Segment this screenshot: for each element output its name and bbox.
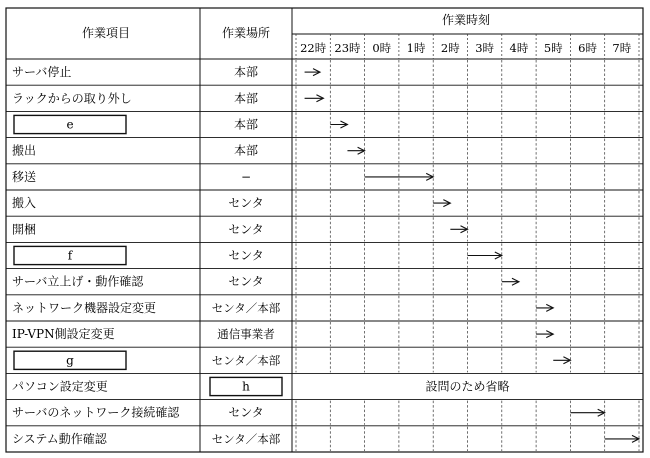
time-column-header: 作業時刻 (441, 13, 491, 27)
place-cell: 本部 (233, 117, 259, 132)
task-blank-label: e (66, 117, 74, 132)
place-cell: センタ (228, 248, 264, 263)
task-column-header: 作業項目 (81, 26, 131, 40)
task-cell: サーバのネットワーク接続確認 (12, 405, 180, 420)
place-cell: センタ／本部 (211, 353, 281, 368)
task-cell: 搬出 (12, 143, 37, 158)
place-cell: 通信事業者 (217, 327, 275, 342)
table-body (12, 64, 639, 446)
place-cell: センタ／本部 (211, 431, 281, 446)
omitted-note: 設問のため省略 (425, 379, 510, 394)
place-cell: センタ (228, 196, 264, 211)
task-cell: 移送 (12, 169, 37, 184)
hour-label: 4時 (509, 41, 529, 55)
hour-label: 22時 (300, 41, 327, 55)
task-cell: サーバ立上げ・動作確認 (12, 274, 144, 289)
task-blank-label: g (66, 353, 74, 368)
hour-label: 7時 (612, 41, 632, 55)
hour-label: 5時 (543, 41, 563, 55)
place-cell: センタ (228, 222, 264, 237)
task-cell: システム動作確認 (12, 431, 107, 446)
hour-label: 6時 (578, 41, 597, 55)
task-cell: パソコン設定変更 (12, 379, 108, 394)
hour-label: 3時 (475, 41, 495, 55)
place-cell: 本部 (233, 143, 259, 158)
hour-label: 1時 (406, 41, 426, 55)
task-cell: 開梱 (12, 222, 37, 237)
place-column-header: 作業場所 (221, 26, 271, 40)
place-cell: センタ (228, 405, 264, 420)
task-cell: サーバ停止 (12, 65, 72, 80)
task-cell: IP-VPN側設定変更 (12, 327, 115, 342)
table-header (82, 12, 632, 55)
place-cell: 本部 (233, 91, 259, 106)
place-cell: h (242, 379, 250, 394)
task-blank-label: f (67, 248, 73, 263)
task-cell: ネットワーク機器設定変更 (12, 300, 157, 315)
place-cell: センタ (228, 274, 264, 289)
place-cell: 本部 (233, 65, 259, 80)
hour-label: 2時 (440, 41, 460, 55)
hour-label: 23時 (334, 41, 361, 55)
hour-label: 0時 (372, 41, 392, 55)
task-cell: ラックからの取り外し (12, 91, 132, 106)
task-cell: 搬入 (12, 196, 37, 211)
place-cell: − (240, 169, 252, 184)
hour-labels (300, 41, 632, 55)
place-cell: センタ／本部 (211, 300, 281, 315)
